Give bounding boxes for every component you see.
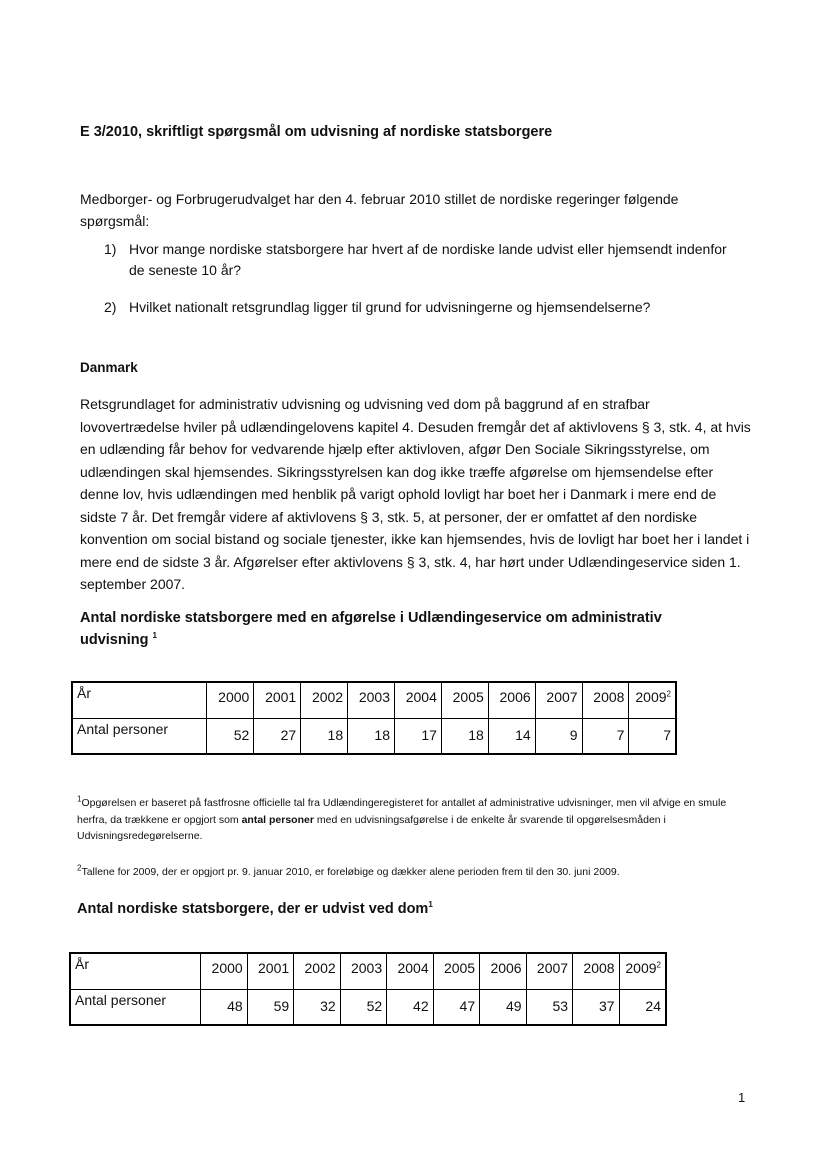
year-cell: 2007 [526, 953, 572, 989]
row-label: År [70, 953, 201, 989]
year-cell: 2003 [340, 953, 386, 989]
year-cell: 2004 [387, 953, 433, 989]
value-cell: 53 [526, 989, 572, 1025]
year-cell: 2004 [395, 682, 442, 718]
year-cell: 2003 [348, 682, 395, 718]
section-paragraph: Retsgrundlaget for administrativ udvisning og udvisning ved dom på baggrund af en strafbar lovovertrædelse hviler på udlændingelovens kapitel 4. Desuden fremgår det af aktivlovens § 3, stk. 4, at hvis en udlænding får behov for vedvarende hjælp efter aktivloven, afgør Den Sociale Sikringsstyrelse, om udlændingen skal hjemsendes. Sikringsstyrelsen kan dog ikke træffe afgørelse om hjemsendelse efter denne lov, hvis udlændingen med henblik på varigt ophold lovligt har boet her i Danmark i mere end de sidste 7 år. Det fremgår videre af aktivlovens § 3, stk. 5, at personer, der er omfattet af den nordiske konvention om social bistand og sociale tjenester, ikke kan hjemsendes, hvis de lovligt har boet her i landet i mere end de sidste 3 år. Afgørelser efter aktivlovens § 3, stk. 4, har hørt under Udlændingeservice siden 1. september 2007. [80, 396, 751, 592]
year-cell: 2008 [582, 682, 629, 718]
table-row [70, 989, 666, 1025]
year-cell: 2007 [535, 682, 582, 718]
value-cell: 52 [207, 718, 254, 754]
value-cell: 49 [480, 989, 526, 1025]
footnote-text: Tallene for 2009, der er opgjort pr. 9. januar 2010, er foreløbige og dækker alene perioden frem til den 30. juni 2009. [81, 866, 620, 878]
value-cell: 7 [629, 718, 676, 754]
section-heading: Danmark [80, 360, 138, 375]
year-cell: 2002 [294, 953, 340, 989]
value-cell: 47 [433, 989, 479, 1025]
row-label: Antal personer [70, 989, 201, 1025]
value-cell: 18 [348, 718, 395, 754]
row-label: År [72, 682, 207, 718]
value-cell: 42 [387, 989, 433, 1025]
footnote-text: med en udvisningsafgørelse i de enkelte år svarende til opgørelsesmåden i Udvisningsredegørelserne. [77, 813, 666, 842]
table1-heading-text: Antal nordiske statsborgere med en afgørelse i Udlændingeservice om administrativ udvisning [80, 610, 662, 648]
year-cell: 2001 [254, 682, 301, 718]
year-cell [629, 682, 676, 718]
value-cell: 7 [582, 718, 629, 754]
value-cell: 9 [535, 718, 582, 754]
year-cell: 2006 [480, 953, 526, 989]
year-cell: 2001 [247, 953, 293, 989]
footnote-text: Opgørelsen er baseret på fastfrosne officielle tal fra Udlændingeregisteret for antallet af administrative udvisninger, men vil afvige en smule herfra, da trækkene er opgjort som [77, 797, 727, 826]
footnote-ref: 1 [428, 900, 433, 910]
question-number: 1) [104, 241, 117, 257]
row-label: Antal personer [72, 718, 207, 754]
table1-heading [80, 607, 680, 651]
footnote-ref: 2 [656, 960, 661, 970]
footnote-ref: 2 [666, 689, 671, 699]
value-cell: 18 [301, 718, 348, 754]
footnote-bold-text: antal personer [241, 813, 314, 826]
table2-heading-text: Antal nordiske statsborgere, der er udvist ved dom [77, 901, 429, 917]
year-cell: 2005 [441, 682, 488, 718]
value-cell: 14 [488, 718, 535, 754]
year-cell: 2005 [433, 953, 479, 989]
table-row [72, 718, 676, 754]
year-cell: 2002 [301, 682, 348, 718]
value-cell: 52 [340, 989, 386, 1025]
table-row [72, 682, 676, 718]
table1 [71, 681, 677, 755]
document-title: E 3/2010, skriftligt spørgsmål om udvisning af nordiske statsborgere [80, 124, 553, 140]
year-cell: 2000 [207, 682, 254, 718]
year-cell: 2006 [488, 682, 535, 718]
table2 [69, 952, 667, 1026]
value-cell: 37 [573, 989, 619, 1025]
footnote-marker: 2 [77, 863, 82, 873]
question-1 [104, 239, 744, 283]
year-cell [619, 953, 666, 989]
value-cell: 24 [619, 989, 666, 1025]
value-cell: 17 [395, 718, 442, 754]
table2-heading [77, 898, 677, 920]
value-cell: 18 [441, 718, 488, 754]
year-cell: 2000 [201, 953, 247, 989]
year-text: 2009 [635, 689, 667, 705]
question-2 [104, 297, 744, 319]
question-number: 2) [104, 299, 117, 315]
question-text: Hvor mange nordiske statsborgere har hvert af de nordiske lande udvist eller hjemsendt indenfor de seneste 10 år? [129, 241, 727, 278]
value-cell: 59 [247, 989, 293, 1025]
intro-paragraph: Medborger- og Forbrugerudvalget har den 4. februar 2010 stillet de nordiske regeringer følgende spørgsmål: [80, 191, 679, 229]
value-cell: 48 [201, 989, 247, 1025]
footnote-2 [77, 864, 757, 881]
footnote-marker: 1 [77, 794, 82, 804]
year-cell: 2008 [573, 953, 619, 989]
year-text: 2009 [625, 960, 657, 976]
footnote-ref: 1 [152, 631, 157, 641]
value-cell: 32 [294, 989, 340, 1025]
table-row [70, 953, 666, 989]
value-cell: 27 [254, 718, 301, 754]
page-number: 1 [738, 1090, 746, 1105]
footnote-1 [77, 795, 757, 845]
question-text: Hvilket nationalt retsgrundlag ligger til grund for udvisningerne og hjemsendelserne? [129, 299, 651, 315]
